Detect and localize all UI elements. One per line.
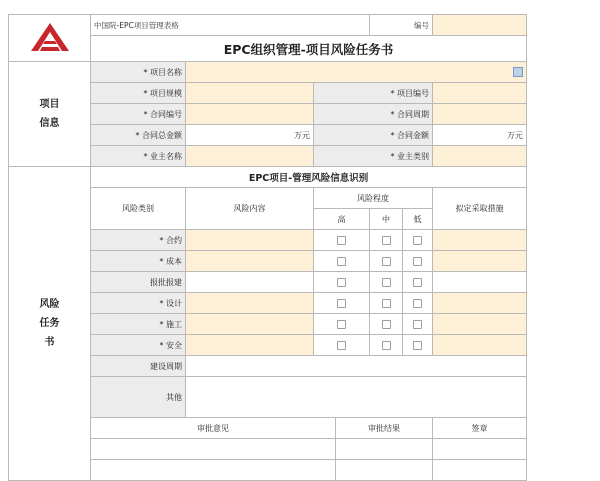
high-cell bbox=[314, 230, 370, 251]
number-field[interactable] bbox=[433, 15, 527, 36]
low-checkbox[interactable] bbox=[413, 257, 422, 266]
contract-no-label: * 合同编号 bbox=[91, 104, 186, 125]
mid-cell bbox=[370, 293, 403, 314]
approval-sign-field[interactable] bbox=[433, 439, 527, 460]
high-checkbox[interactable] bbox=[337, 236, 346, 245]
risk-task-form bbox=[8, 14, 526, 481]
risk-measures-field[interactable] bbox=[433, 335, 527, 356]
mid-cell bbox=[370, 314, 403, 335]
high-checkbox[interactable] bbox=[337, 257, 346, 266]
project-name-field[interactable] bbox=[186, 62, 527, 83]
logo-icon bbox=[29, 21, 71, 53]
risk-category-label: * 合约 bbox=[91, 230, 186, 251]
risk-content-field[interactable] bbox=[186, 230, 314, 251]
low-cell bbox=[403, 251, 433, 272]
high-cell bbox=[314, 251, 370, 272]
approval-opinion-field[interactable] bbox=[91, 439, 336, 460]
risk-category-label: 报批报建 bbox=[91, 272, 186, 293]
col-degree-header: 风险程度 bbox=[314, 188, 433, 209]
low-checkbox[interactable] bbox=[413, 299, 422, 308]
owner-type-label: * 业主类别 bbox=[314, 146, 433, 167]
project-name-label: * 项目名称 bbox=[91, 62, 186, 83]
risk-category-label: * 施工 bbox=[91, 314, 186, 335]
risk-section-label: 风险任务书 bbox=[9, 167, 91, 481]
approval-sign-field-2[interactable] bbox=[433, 460, 527, 481]
mid-cell bbox=[370, 272, 403, 293]
high-cell bbox=[314, 335, 370, 356]
low-cell bbox=[403, 293, 433, 314]
picker-icon[interactable] bbox=[513, 67, 523, 77]
risk-measures-field[interactable] bbox=[433, 230, 527, 251]
period-field[interactable] bbox=[186, 356, 527, 377]
high-checkbox[interactable] bbox=[337, 341, 346, 350]
risk-measures-field[interactable] bbox=[433, 314, 527, 335]
org-title: 中国院-EPC项目管理表格 bbox=[91, 15, 370, 36]
total-amount-label: * 合同总金额 bbox=[91, 125, 186, 146]
col-content-header: 风险内容 bbox=[186, 188, 314, 230]
approval-result-header: 审批结果 bbox=[336, 418, 433, 439]
col-measures-header: 拟定采取措施 bbox=[433, 188, 527, 230]
contract-no-field[interactable] bbox=[186, 104, 314, 125]
risk-category-label: 其他 bbox=[91, 377, 186, 418]
risk-category-label: * 设计 bbox=[91, 293, 186, 314]
low-cell bbox=[403, 314, 433, 335]
col-category-header: 风险类别 bbox=[91, 188, 186, 230]
low-checkbox[interactable] bbox=[413, 320, 422, 329]
mid-checkbox[interactable] bbox=[382, 299, 391, 308]
high-checkbox[interactable] bbox=[337, 299, 346, 308]
signed-amount-label: * 合同金额 bbox=[314, 125, 433, 146]
low-checkbox[interactable] bbox=[413, 278, 422, 287]
mid-checkbox[interactable] bbox=[382, 320, 391, 329]
project-scale-label: * 项目规模 bbox=[91, 83, 186, 104]
low-cell bbox=[403, 230, 433, 251]
low-cell bbox=[403, 272, 433, 293]
mid-checkbox[interactable] bbox=[382, 257, 391, 266]
owner-name-field[interactable] bbox=[186, 146, 314, 167]
owner-name-label: * 业主名称 bbox=[91, 146, 186, 167]
contract-period-label: * 合同周期 bbox=[314, 104, 433, 125]
risk-content-field[interactable] bbox=[186, 272, 314, 293]
other-field[interactable] bbox=[186, 377, 527, 418]
high-checkbox[interactable] bbox=[337, 320, 346, 329]
project-code-label: * 项目编号 bbox=[314, 83, 433, 104]
risk-category-label: * 安全 bbox=[91, 335, 186, 356]
risk-content-field[interactable] bbox=[186, 293, 314, 314]
col-mid-header: 中 bbox=[370, 209, 403, 230]
mid-cell bbox=[370, 335, 403, 356]
risk-content-field[interactable] bbox=[186, 251, 314, 272]
number-label: 编号 bbox=[370, 15, 433, 36]
mid-cell bbox=[370, 230, 403, 251]
total-amount-unit: 万元 bbox=[294, 130, 310, 140]
total-amount-field[interactable] bbox=[186, 125, 314, 146]
high-cell bbox=[314, 293, 370, 314]
risk-category-label: * 成本 bbox=[91, 251, 186, 272]
low-checkbox[interactable] bbox=[413, 236, 422, 245]
low-cell bbox=[403, 335, 433, 356]
mid-cell bbox=[370, 251, 403, 272]
high-cell bbox=[314, 272, 370, 293]
risk-measures-field[interactable] bbox=[433, 272, 527, 293]
mid-checkbox[interactable] bbox=[382, 341, 391, 350]
signed-amount-field[interactable] bbox=[433, 125, 527, 146]
risk-category-label: 建设周期 bbox=[91, 356, 186, 377]
approval-result-field[interactable] bbox=[336, 439, 433, 460]
approval-sign-header: 签章 bbox=[433, 418, 527, 439]
owner-type-field[interactable] bbox=[433, 146, 527, 167]
form-table bbox=[8, 14, 527, 481]
signed-amount-unit: 万元 bbox=[507, 130, 524, 140]
col-low-header: 低 bbox=[403, 209, 433, 230]
mid-checkbox[interactable] bbox=[382, 278, 391, 287]
company-logo bbox=[9, 15, 91, 62]
approval-result-field-2[interactable] bbox=[336, 460, 433, 481]
high-checkbox[interactable] bbox=[337, 278, 346, 287]
project-info-section-label: 项目信息 bbox=[9, 62, 91, 167]
high-cell bbox=[314, 314, 370, 335]
project-scale-field[interactable] bbox=[186, 83, 314, 104]
col-high-header: 高 bbox=[314, 209, 370, 230]
mid-checkbox[interactable] bbox=[382, 236, 391, 245]
project-code-field[interactable] bbox=[433, 83, 527, 104]
low-checkbox[interactable] bbox=[413, 341, 422, 350]
approval-opinion-field-2[interactable] bbox=[91, 460, 336, 481]
page-title: EPC组织管理-项目风险任务书 bbox=[91, 36, 527, 62]
contract-period-field[interactable] bbox=[433, 104, 527, 125]
risk-measures-field[interactable] bbox=[433, 293, 527, 314]
risk-content-field[interactable] bbox=[186, 314, 314, 335]
risk-table-title: EPC项目-管理风险信息识别 bbox=[91, 167, 527, 188]
risk-measures-field[interactable] bbox=[433, 251, 527, 272]
approval-opinion-header: 审批意见 bbox=[91, 418, 336, 439]
risk-content-field[interactable] bbox=[186, 335, 314, 356]
